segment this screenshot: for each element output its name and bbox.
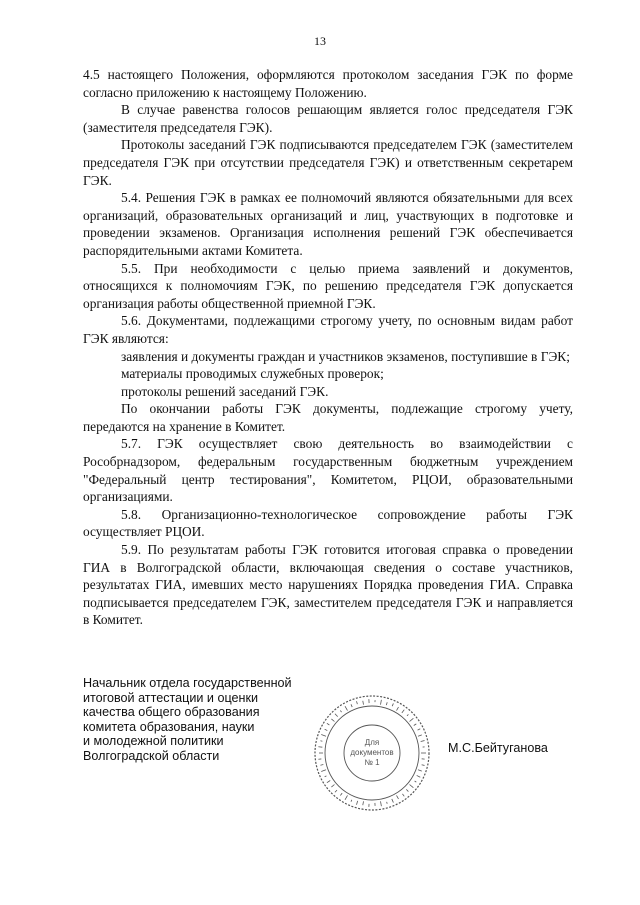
stamp-ring-mark	[407, 714, 408, 715]
signer-name: М.С.Бейтуганова	[448, 741, 548, 755]
stamp-ring-mark	[331, 719, 334, 722]
stamp-ring-mark	[327, 780, 330, 782]
stamp-ring-mark	[327, 723, 330, 725]
stamp-ring-mark	[414, 724, 417, 726]
stamp-ring-mark	[363, 801, 364, 805]
stamp-ring-mark	[422, 765, 425, 766]
signature-title-line: Волгоградской области	[83, 748, 220, 763]
signature-title-line: Начальник отдела государственной	[83, 676, 292, 690]
signature-title-line: и молодежной политики	[83, 734, 224, 749]
paragraph: 5.4. Решения ГЭК в рамках ее полномочий являются обязательными для всех организаций, образовательных организаций и лиц, участвующих в подготовке и проведении экзаменов. Организация исполнения решений ГЭК обеспечивается распорядительными актами Комитета.	[83, 190, 573, 258]
stamp-ring-mark	[335, 714, 338, 717]
stamp-ring-mark	[351, 704, 352, 707]
paragraph: 5.5. При необходимости с целью приема заявлений и документов, относящихся к полномочиям ГЭК, по решению председателя ГЭК допускается организация работы общественной приемной ГЭК.	[83, 260, 573, 311]
stamp-ring-mark	[325, 776, 327, 777]
stamp-ring-mark	[331, 785, 334, 788]
stamp-ring-mark	[418, 735, 422, 736]
paragraph: 5.9. По результатам работы ГЭК готовится итоговая справка о проведении ГИА в Волгоградской области, включающая сведения о составе участников, результатах ГИА, имевших место нарушениях Порядка проведения ГИА. Справка подписывается председателем ГЭК, заместителем председателя ГЭК и направляется в Комитет.	[83, 542, 573, 628]
stamp-ring-mark	[325, 729, 328, 730]
list-item: протоколы решений заседаний ГЭК.	[121, 383, 329, 399]
stamp-ring-mark	[418, 729, 421, 730]
stamp-ring-mark	[415, 781, 417, 782]
stamp-ring-mark	[345, 706, 348, 710]
stamp-ring-mark	[397, 707, 399, 710]
signature-title-line: качества общего образования	[83, 705, 260, 720]
stamp-ring-mark	[321, 770, 326, 772]
stamp-ring-mark	[363, 701, 364, 705]
stamp-text: № 1	[364, 758, 380, 767]
stamp-text: документов	[350, 748, 394, 757]
stamp-ring-mark	[357, 801, 358, 805]
stamp-ring-mark	[321, 735, 326, 737]
paragraph: 5.8. Организационно-технологическое сопровождение работы ГЭК осуществляет РЦОИ.	[83, 506, 573, 540]
signature-title-line: итоговой аттестации и оценки	[83, 690, 259, 705]
signature-block	[83, 676, 323, 764]
stamp-ring-mark	[406, 789, 408, 791]
stamp-ring-mark	[335, 790, 337, 792]
document-body	[83, 66, 573, 629]
stamp-ring-mark	[351, 800, 352, 802]
paragraph: 5.7. ГЭК осуществляет свою деятельность во взаимодействии с Рособрнадзором, федеральным государственным бюджетным учреждением "Федеральный центр тестирования", Комитетом, РЦОИ, образовательными организациями.	[83, 436, 573, 505]
stamp-ring-mark	[417, 775, 421, 777]
stamp-ring-mark	[402, 710, 404, 713]
stamp-ring-mark	[402, 794, 404, 796]
stamp-ring-mark	[418, 770, 422, 771]
official-stamp	[312, 693, 432, 813]
stamp-ring-mark	[387, 802, 388, 804]
list-item: заявления и документы граждан и участников экзаменов, поступившие в ГЭК;	[121, 348, 570, 364]
stamp-ring-mark	[345, 795, 348, 799]
stamp-ring-mark	[386, 702, 387, 705]
paragraph: Протоколы заседаний ГЭК подписываются председателем ГЭК (заместителем председателя ГЭК при отсутствии председателя ГЭК) и ответственным секретарем ГЭК.	[83, 137, 573, 188]
paragraph: 5.6. Документами, подлежащими строгому учету, по основным видам работ ГЭК являются:	[83, 313, 573, 346]
page-number: 13	[314, 34, 326, 48]
stamp-ring-mark	[410, 718, 414, 721]
stamp-ring-mark	[381, 801, 382, 806]
stamp-ring-mark	[340, 793, 342, 795]
list-item: материалы проводимых служебных проверок;	[121, 366, 384, 382]
stamp-text: Для	[364, 738, 380, 747]
signature-title-line: комитета образования, науки	[83, 719, 255, 734]
stamp-ring-mark	[392, 703, 393, 706]
stamp-ring-mark	[421, 741, 425, 742]
paragraph: В случае равенства голосов решающим является голос председателя ГЭК (заместителя председателя ГЭК).	[83, 102, 573, 135]
stamp-ring-mark	[381, 700, 382, 705]
stamp-ring-mark	[320, 765, 323, 766]
stamp-ring-mark	[340, 710, 341, 712]
stamp-seal-icon	[312, 693, 432, 813]
paragraph: По окончании работы ГЭК документы, подлежащие строгому учету, передаются на хранение в Комитет.	[83, 401, 573, 434]
stamp-ring-mark	[392, 799, 394, 803]
stamp-ring-mark	[410, 785, 414, 788]
stamp-ring-mark	[357, 701, 358, 704]
paragraph: 4.5 настоящего Положения, оформляются протоколом заседания ГЭК по форме согласно приложению к настоящему Положению.	[83, 67, 573, 100]
stamp-ring-mark	[397, 795, 399, 798]
